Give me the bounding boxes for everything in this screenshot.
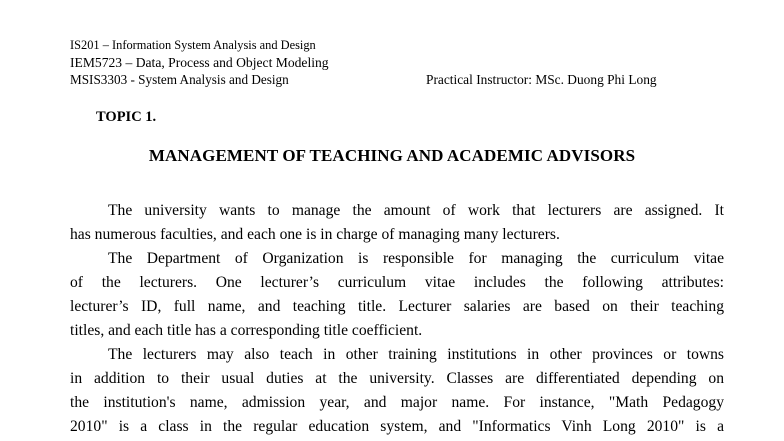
course-is201-text: IS201 – Information System Analysis and Design xyxy=(70,38,316,52)
paragraph-line: 2010" is a class in the regular education system, and "Informatics Vinh Long 2010" is a xyxy=(70,418,724,435)
course-line-is201 xyxy=(70,37,720,54)
paragraph-line: in addition to their usual duties at the university. Classes are differentiated depending on xyxy=(70,370,724,387)
document-header xyxy=(70,37,720,88)
topic-label: TOPIC 1. xyxy=(96,109,157,125)
page-title: MANAGEMENT OF TEACHING AND ACADEMIC ADVISORS xyxy=(148,146,636,165)
paragraph-line: has numerous faculties, and each one is in charge of managing many lecturers. xyxy=(70,226,560,243)
course-line-msis3303 xyxy=(70,71,720,88)
paragraph-line: The university wants to manage the amount of work that lecturers are assigned. It xyxy=(108,202,724,219)
paragraph-line: The Department of Organization is responsible for managing the curriculum vitae xyxy=(108,250,724,267)
course-msis3303-text: MSIS3303 - System Analysis and Design xyxy=(70,72,289,87)
course-iem5723-text: IEM5723 – Data, Process and Object Modeling xyxy=(70,55,329,70)
paragraph-line: The lecturers may also teach in other training institutions in other provinces or towns xyxy=(108,346,724,363)
instructor-text: Practical Instructor: MSc. Duong Phi Long xyxy=(426,72,657,87)
paragraph-line: of the lecturers. One lecturer’s curriculum vitae includes the following attributes: xyxy=(70,274,724,291)
paragraph-line: the institution's name, admission year, and major name. For instance, "Math Pedagogy xyxy=(70,394,724,411)
paragraph-line: titles, and each title has a corresponding title coefficient. xyxy=(70,322,423,339)
course-line-iem5723 xyxy=(70,54,720,71)
paragraph-line: lecturer’s ID, full name, and teaching title. Lecturer salaries are based on their teaching xyxy=(70,298,724,315)
body-text xyxy=(70,199,724,439)
